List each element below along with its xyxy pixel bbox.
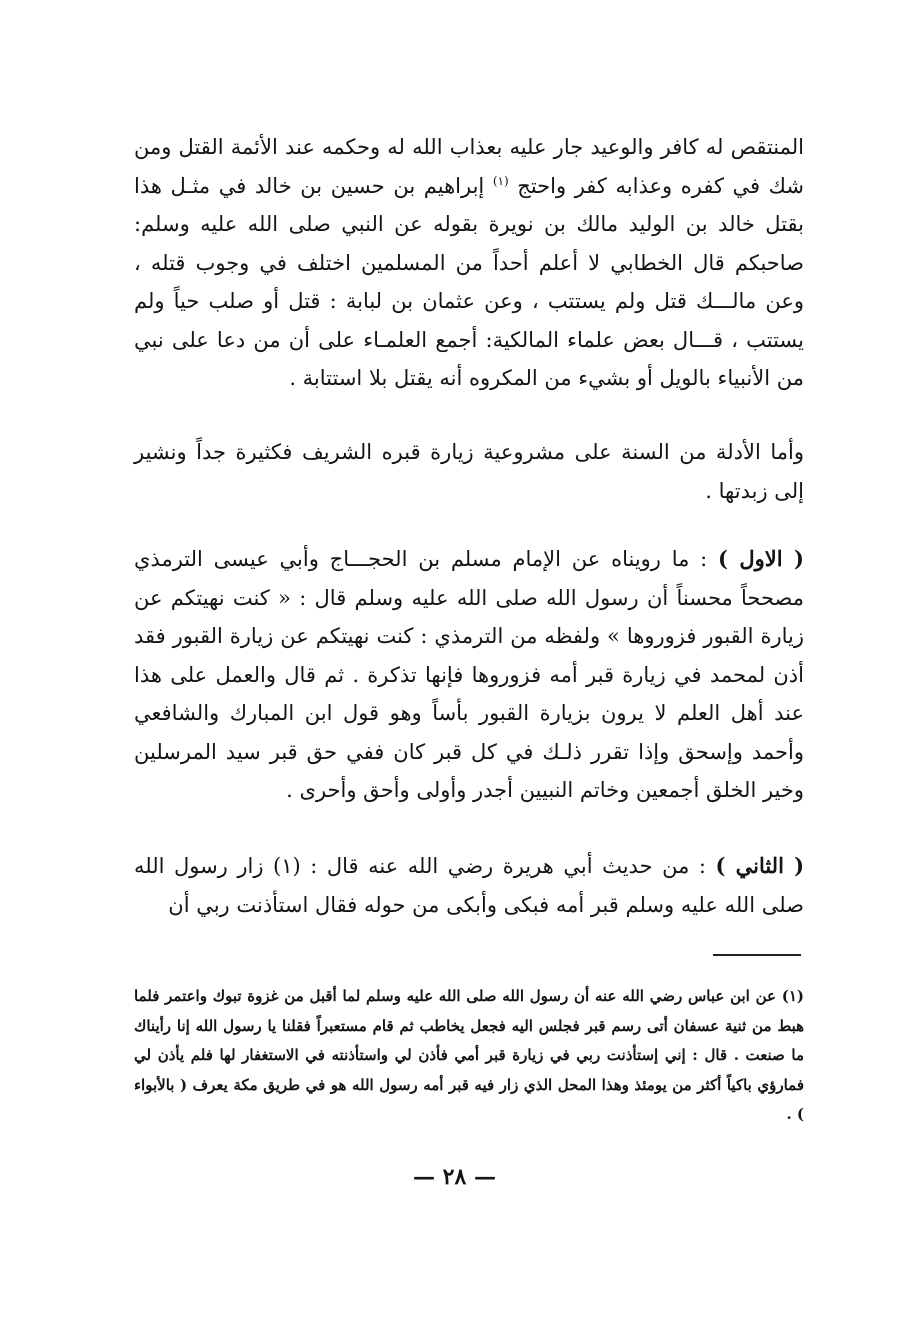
paragraph-text-continued: إبراهيم بن حسين بن خالد في مثـل هذا بقتل خالد بن الوليد مالك بن نويرة بقوله عن النبي صلى الله عليه وسلم: صاحبكم قال الخطابي لا أعلم أحداً من المسلمين اختلف في وجوب قتله ، وعن مالـــك قتل ولم يستتب ، وعن عثمان بن لبابة : قتل أو صلب حياً ولم يستتب ، قـــال بعض علماء المالكية: أجمع العلمـاء على أن من دعا على نبي من الأنبياء بالويل أو بشيء من المكروه أنه يقتل بلا استتابة . (134, 173, 804, 390)
paragraph-text: وأما الأدلة من السنة على مشروعية زيارة قبره الشريف فكثيرة جداً ونشير إلى زبدتها . (134, 440, 804, 503)
paragraph-sunnah-evidence (134, 433, 804, 510)
paragraph-heading-second: ( الثاني ) (715, 853, 805, 878)
paragraph-heading-first: ( الاول ) (718, 546, 804, 571)
paragraph-apostasy-ruling (134, 128, 804, 398)
paragraph-text: المنتقص له كافر والوعيد جار عليه بعذاب الله له وحكمه عند الأئمة القتل ومن شك في كفره وعذابه كفر واحتج (134, 135, 804, 198)
paragraph-second-evidence (134, 847, 804, 924)
paragraph-text: : من حديث أبي هريرة رضي الله عنه قال : (١) زار رسول الله صلى الله عليه وسلم قبر أمه فبكى وأبكى من حوله فقال استأذنت ربي أن (134, 854, 804, 917)
footnote: (١) عن ابن عباس رضي الله عنه أن رسول الله صلى الله عليه وسلم لما أقبل من غزوة تبوك واعتمر فلما هبط من ثنية عسفان أتى رسم قبر فجلس اليه فجعل يخاطب ثم قام مستعبراً فقلنا يا رسول الله إنا رأيناك ما صنعت . قال : إني إستأذنت ربي في زيارة قبر أمي فأذن لي واستأذنته في الاستغفار لها فلم يأذن لي فمارؤي باكياً أكثر من يومئذ وهذا المحل الذي زار فيه قبر أمه رسول الله هو في طريق مكة يعرف ( بالأبواء ) . (134, 987, 805, 1123)
footnote-reference: (١) (492, 173, 509, 188)
footnote-divider (713, 954, 801, 956)
page-number: — ٢٨ — (413, 1164, 496, 1190)
paragraph-text: : ما رويناه عن الإمام مسلم بن الحجـــاج وأبي عيسى الترمذي مصححاً محسناً أن رسول الله صلى الله عليه وسلم قال : « كنت نهيتكم عن زيارة القبور فزوروها » ولفظه من الترمذي : كنت نهيتكم عن زيارة القبور فقد أذن لمحمد في زيارة قبر أمه فزوروها فإنها تذكرة . ثم قال والعمل على هذا عند أهل العلم لا يرون بزيارة القبور بأساً وهو قول ابن المبارك والشافعي وأحمد وإسحق وإذا تقرر ذلـك في كل قبر كان ففي حق قبر سيد المرسلين وخير الخلق أجمعين وخاتم النبيين أجدر وأولى وأحق وأحرى . (134, 547, 804, 802)
paragraph-first-evidence (134, 540, 804, 810)
